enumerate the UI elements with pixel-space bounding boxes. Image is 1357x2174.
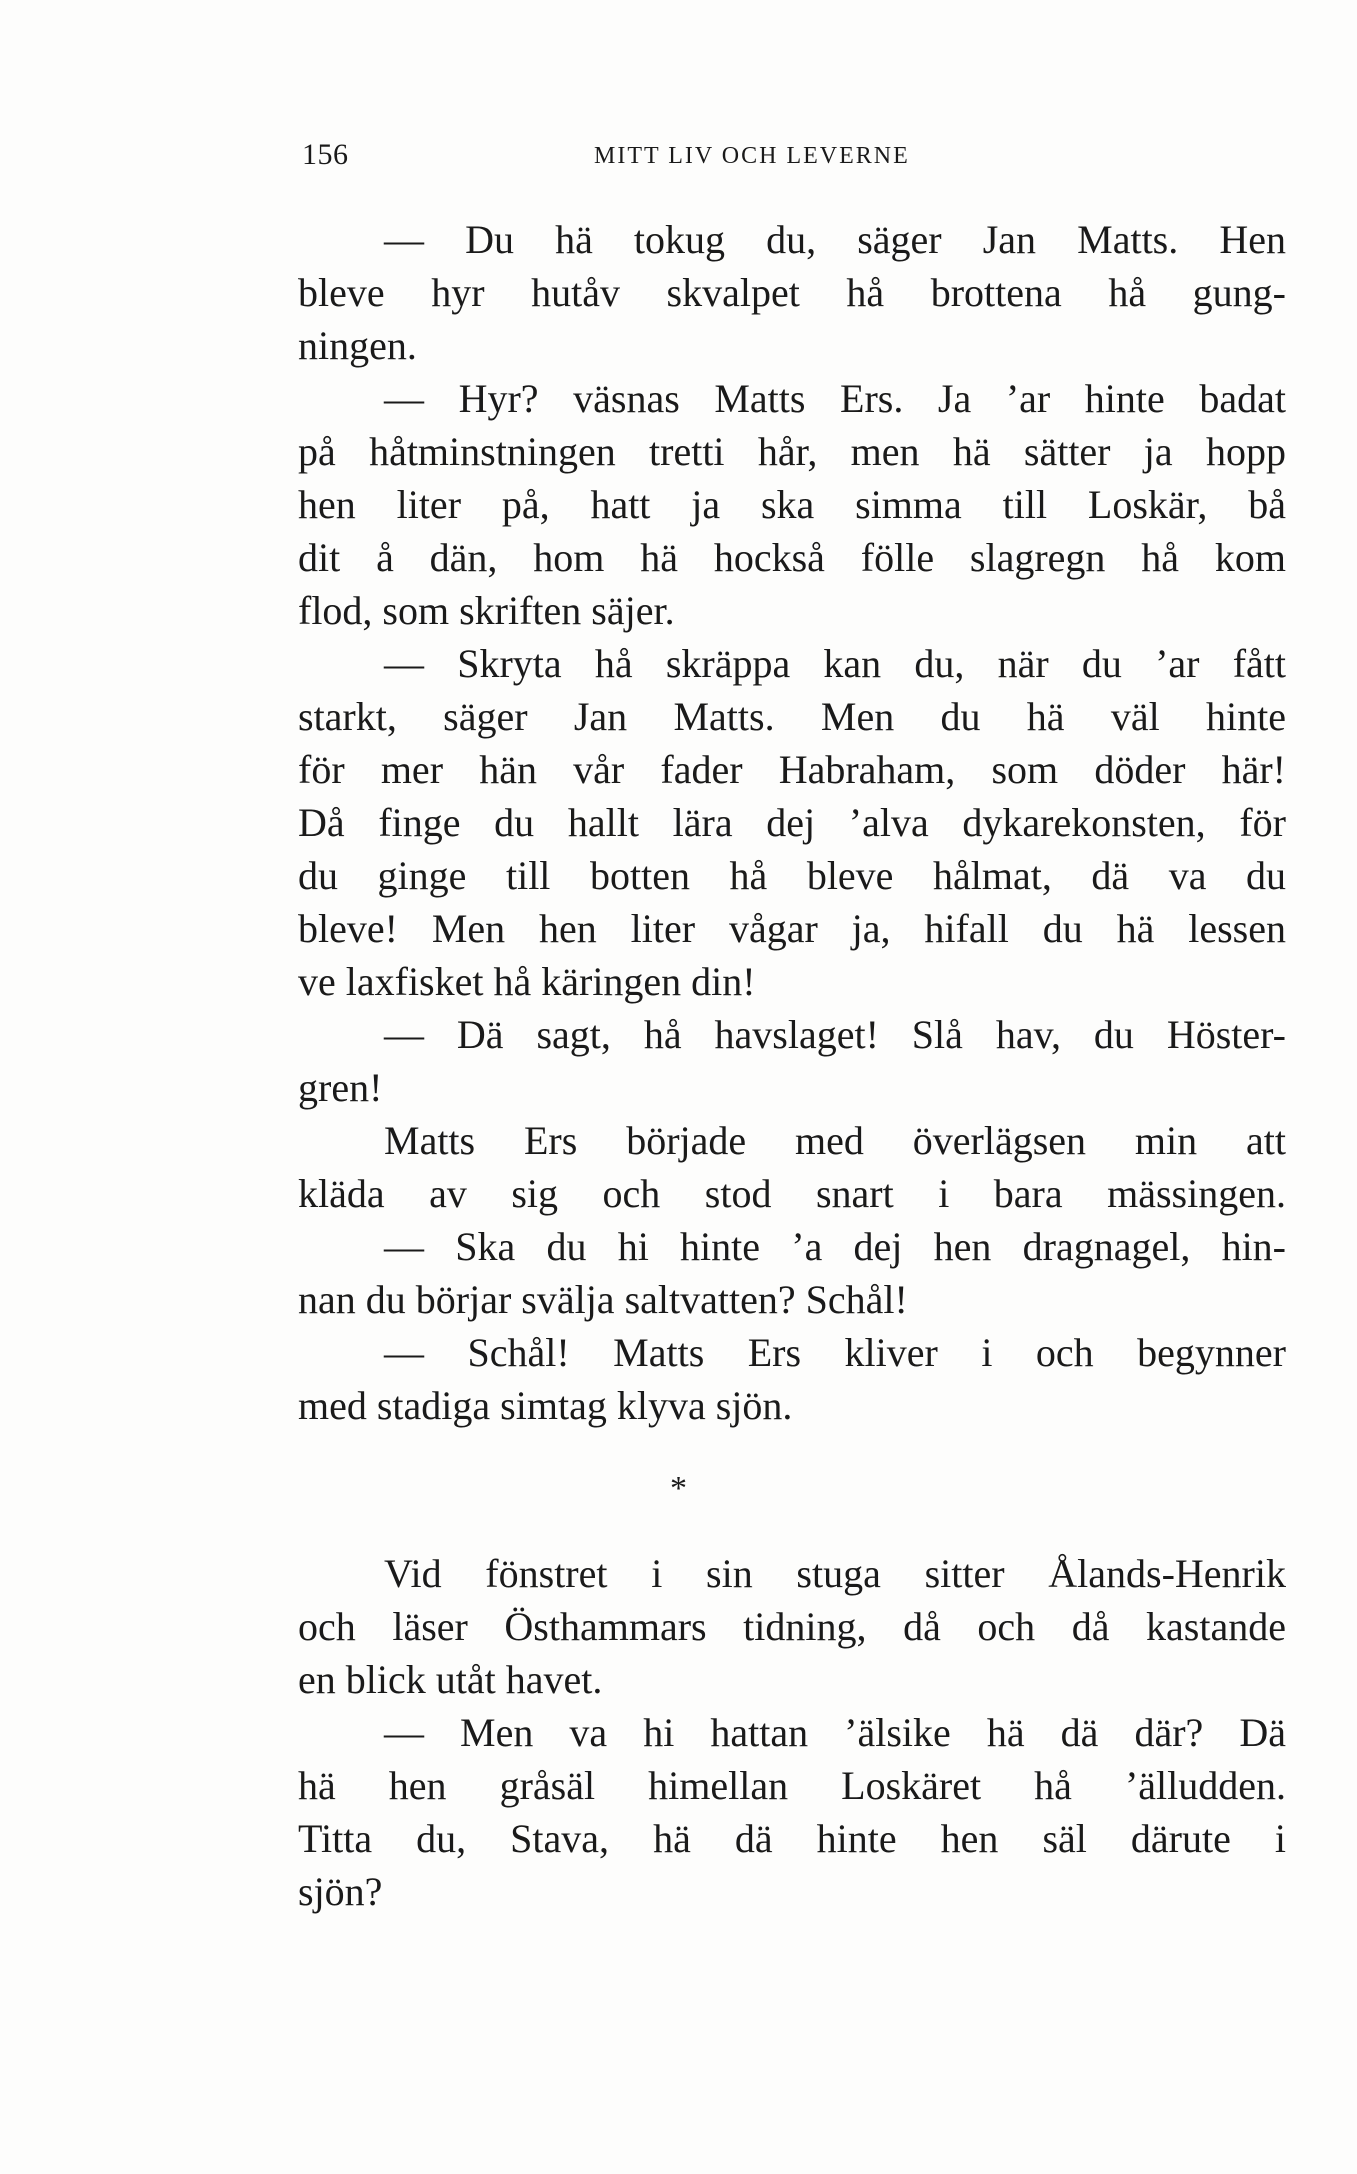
text-line: starkt, säger Jan Matts. Men du hä väl hinte [298, 694, 1286, 739]
text-line: — Dä sagt, hå havslaget! Slå hav, du Höster- [384, 1012, 1286, 1057]
text-line: du ginge till botten hå bleve hålmat, dä va du [298, 853, 1286, 898]
page-number: 156 [302, 138, 349, 171]
text-line: ve laxfisket hå käringen din! [298, 959, 756, 1004]
running-title: MITT LIV OCH LEVERNE [594, 143, 910, 169]
text-line: gren! [298, 1065, 383, 1110]
text-line: en blick utåt havet. [298, 1657, 603, 1702]
section-break-asterisk: * [670, 1470, 687, 1507]
text-line: nan du börjar svälja saltvatten? Schål! [298, 1277, 908, 1322]
text-line: Då finge du hallt lära dej ’alva dykarekonsten, för [298, 800, 1286, 845]
text-line: — Hyr? väsnas Matts Ers. Ja ’ar hinte badat [384, 376, 1286, 421]
text-line: kläda av sig och stod snart i bara mässingen. [298, 1171, 1286, 1216]
text-line: — Skryta hå skräppa kan du, när du ’ar fått [384, 641, 1286, 686]
page-header [302, 138, 1000, 184]
narrative-section-two [298, 1547, 1286, 1918]
text-line: — Ska du hi hinte ’a dej hen dragnagel, hin- [384, 1224, 1286, 1269]
text-line: med stadiga simtag klyva sjön. [298, 1383, 793, 1428]
text-line: Vid fönstret i sin stuga sitter Ålands-Henrik [384, 1551, 1286, 1596]
text-line: hä hen gråsäl himellan Loskäret hå ’älludden. [298, 1763, 1286, 1808]
text-line: — Du hä tokug du, säger Jan Matts. Hen [384, 217, 1286, 262]
text-line: — Men va hi hattan ’älsike hä dä där? Dä [384, 1710, 1286, 1755]
dialogue-section-one [298, 213, 1286, 1432]
text-line: ningen. [298, 323, 417, 368]
text-line: på håtminstningen tretti hår, men hä sätter ja hopp [298, 429, 1286, 474]
text-line: bleve! Men hen liter vågar ja, hifall du hä lessen [298, 906, 1286, 951]
text-line: flod, som skriften säjer. [298, 588, 675, 633]
text-line: hen liter på, hatt ja ska simma till Loskär, bå [298, 482, 1286, 527]
text-line: och läser Östhammars tidning, då och då kastande [298, 1604, 1286, 1649]
text-line: bleve hyr hutåv skvalpet hå brottena hå gung- [298, 270, 1286, 315]
text-line: Matts Ers började med överlägsen min att [384, 1118, 1286, 1163]
text-line: — Schål! Matts Ers kliver i och begynner [384, 1330, 1286, 1375]
text-line: sjön? [298, 1869, 383, 1914]
text-line: för mer hän vår fader Habraham, som döder här! [298, 747, 1286, 792]
text-line: Titta du, Stava, hä dä hinte hen säl därute i [298, 1816, 1286, 1861]
text-line: dit å dän, hom hä hockså fölle slagregn hå kom [298, 535, 1286, 580]
